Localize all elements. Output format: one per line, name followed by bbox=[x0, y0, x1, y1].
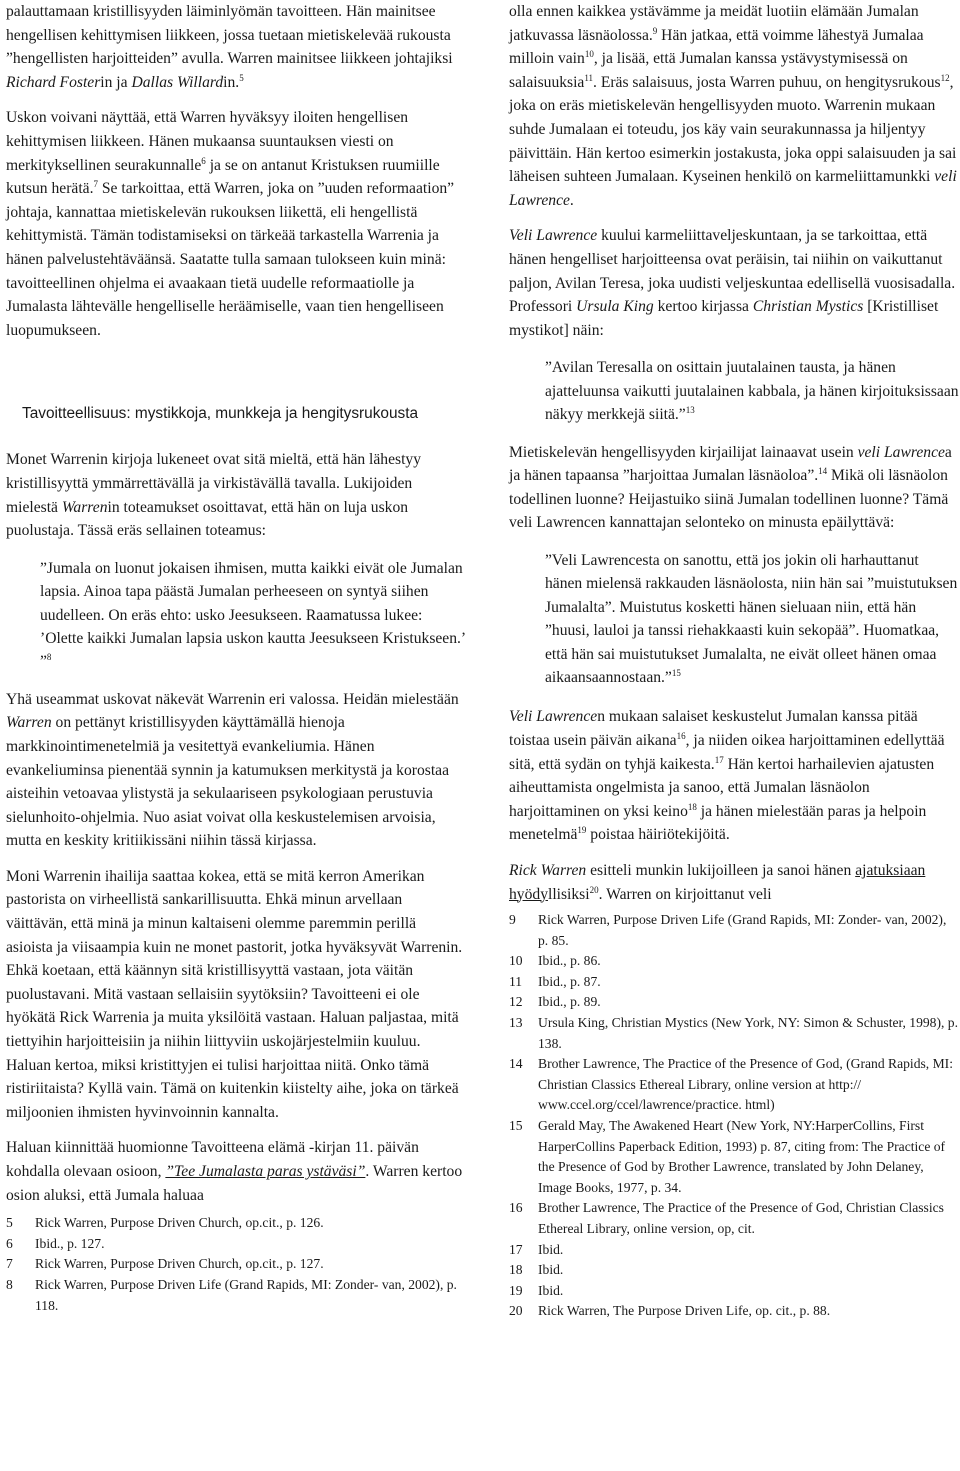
paragraph: olla ennen kaikkea ystävämme ja meidät luotiin elämään Jumalan jatkuvassa läsnäolossa.$^9$ Hän jatkaa, että voimme lähestyä Jumalaa milloin vain$^{10}$, ja lisää, että Jumalan kanssa ystävystymisessä on salaisuuksia$^{11}$. Eräs salaisuus, josta Warren puhuu, on hengitysrukous$^{12}$, joka on eräs mietiskelevän hengellisyyden muoto. Warrenin mukaan suhde Jumalaan ei toteudu, jos käy vain seurakunnassa ja hiljentyy päivittäin. Hän kertoo esimerkin jostakusta, joka oppi salaisuuden ja sai läheisen suhteen Jumalaan. Kyseinen henkilö on karmeliittamunkki veli Lawrence. bbox=[509, 3, 957, 209]
block-quote: ”Veli Lawrencesta on sanottu, että jos jokin oli harhauttanut hänen mielensä rakkauden läsnäolosta, niin hän sai ”muistutuksen Jumalalta”. Muistutus kosketti hänen sieluaan niin, että hän ”huusi, lauloi ja tanssi riehakkaasti kuin sekopää”. Huomatkaa, että hän sai muistutukset Jumalalta, ne eivät olleet hänen omaa aikaansaannostaan.”$^{15}$ bbox=[545, 551, 958, 686]
footnote-item bbox=[509, 951, 959, 972]
footnote-number: 13 bbox=[509, 1015, 523, 1031]
footnote-text: Rick Warren, Purpose Driven Life (Grand Rapids, MI: Zonder- van, 2002), p. 118. bbox=[35, 1276, 457, 1313]
footnote-text: Ibid., p. 86. bbox=[538, 953, 601, 969]
footnote-number: 18 bbox=[509, 1262, 523, 1278]
footnote-item bbox=[509, 1240, 959, 1261]
paragraph: Yhä useammat uskovat näkevät Warrenin eri valossa. Heidän mielestään Warren on pettänyt kristillisyyden käyttämällä hienoja markkinointimenetelmiä ja vesitettyä evankeliumia. Hänen evankeliuminsa pienentää synnin ja katumuksen merkitystä ja korostaa aisteihin vetoavaa ylistystä ja sekulaariseen psykologiaan perustuvia sielunhoito-ohjelmia. Nuo asiat voivat olla keskustelemisen arvoisia, mutta en keskity kritiikissäni niihin tässä kirjassa. bbox=[6, 690, 459, 850]
footnote-number: 19 bbox=[509, 1282, 523, 1298]
paragraph: Moni Warrenin ihailija saattaa kokea, että se mitä kerron Amerikan pastorista on virheellistä sankarillisuutta. Ehkä minun arvellaan väittävän, että minä ja minun kaltaiseni olemme paremmin perillä asioista ja viisaampia kuin ne monet pastorit, jotka hyväksyvät Warrenin. Ehkä koetaan, että käännyn sitä kristillisyyttä vastaan, jota väitän puolustavani. Mitä vastaan sellaisiin syytöksiin? Tavoitteeni ei ole hyökätä Rick Warrenia ja muita yksilöitä vastaan. Haluan paljastaa, mitä tiettyihin harjoitteisiin ja niihin liittyviin uskojärjestelmiin kuuluu. Haluan kertoa, miksi kristittyjen ei tulisi harjoittaa niitä. Onko tämä ristiriitaista? Kyllä vain. Tämä on kuitenkin kiistelty aihe, joka on tärkeä miljoonien ihmisten hyvinvoinnin kannalta. bbox=[6, 867, 463, 1121]
footnotes bbox=[509, 910, 959, 1322]
footnote-text: Ibid., p. 89. bbox=[538, 994, 601, 1010]
footnote-item bbox=[509, 910, 959, 951]
right-column bbox=[509, 0, 959, 1322]
footnote-number: 17 bbox=[509, 1241, 523, 1257]
footnote-item bbox=[509, 1198, 959, 1239]
footnote-item bbox=[509, 992, 959, 1013]
paragraph: Monet Warrenin kirjoja lukeneet ovat sitä mieltä, että hän lähestyy kristillisyyttä ymmärrettävällä ja virkistävällä tavalla. Lukijoiden mielestä Warrenin toteamukset osoittavat, että hän on luja uskon puolustaja. Tässä eräs sellainen toteamus: bbox=[6, 451, 422, 540]
footnote-item bbox=[6, 1254, 466, 1275]
paragraph: Rick Warren esitteli munkin lukijoilleen ja sanoi hänen ajatuksiaan hyödyllisiksi$^{20}$. Warren on kirjoittanut veli bbox=[509, 861, 926, 903]
footnote-number: 14 bbox=[509, 1056, 523, 1072]
footnote-text: Rick Warren, Purpose Driven Life (Grand Rapids, MI: Zonder- van, 2002), p. 85. bbox=[538, 912, 947, 948]
footnote-item bbox=[509, 1260, 959, 1281]
footnote-number: 5 bbox=[6, 1215, 13, 1231]
footnotes bbox=[6, 1213, 466, 1316]
paragraph: Haluan kiinnittää huomionne Tavoitteena elämä -kirjan 11. päivän kohdalla olevaan osioon, ”Tee Jumalasta paras ystäväsi”. Warren kertoo osion aluksi, että Jumala haluaa bbox=[6, 1139, 463, 1204]
footnote-text: Ibid., p. 87. bbox=[538, 973, 601, 989]
block-quote: ”Avilan Teresalla on osittain juutalainen tausta, ja hänen ajatteluunsa vaikutti juutalainen kabbala, ja hänen kirjoituksissaan näkyy merkkejä siitä.”$^{13}$ bbox=[545, 359, 959, 424]
footnote-number: 7 bbox=[6, 1256, 13, 1272]
footnote-number: 10 bbox=[509, 953, 523, 969]
footnote-item bbox=[509, 972, 959, 993]
section-heading: Tavoitteellisuus: mystikkoja, munkkeja ja hengitysrukousta bbox=[22, 405, 419, 423]
footnote-number: 15 bbox=[509, 1118, 523, 1134]
footnote-item bbox=[6, 1213, 466, 1234]
footnote-text: Ibid. bbox=[538, 1262, 564, 1278]
footnote-text: Rick Warren, Purpose Driven Church, op.cit., p. 126. bbox=[35, 1215, 324, 1231]
footnote-text: Brother Lawrence, The Practice of the Presence of God, Christian Classics Ethereal Library, online version, op, cit. bbox=[538, 1200, 944, 1236]
footnote-item bbox=[509, 1116, 959, 1198]
footnote-number: 9 bbox=[509, 912, 516, 928]
footnote-text: Brother Lawrence, The Practice of the Presence of God, (Grand Rapids, MI: Christian Classics Ethereal Library, online version at http:// www.ccel.org/ccel/lawrence/practice. html) bbox=[538, 1056, 953, 1113]
block-quote: ”Jumala on luonut jokaisen ihmisen, mutta kaikki eivät ole Jumalan lapsia. Ainoa tapa päästä Jumalan perheeseen on syntyä siihen uudelleen. On eräs ehto: usko Jeesukseen. Raamatussa lukee: ’Olette kaikki Jumalan lapsia uskon kautta Jeesukseen Kristukseen.’ ”$^8$ bbox=[40, 559, 465, 671]
paragraph: Uskon voivani näyttää, että Warren hyväksyy iloiten hengellisen kehittymisen liikkeen. Hänen mukaansa suuntauksen viesti on merkityksellinen seurakunnalle$^6$ ja se on antanut Kristuksen ruumiille kutsun herätä.$^7$ Se tarkoittaa, että Warren, joka on ”uuden reformaation” johtaja, kannattaa mietiskelevän rukouksen liikettä, eli hengellistä kehittymistä. Tämän todistamiseksi on tärkeää tarkastella Warrenia ja hänen palvelustehtäväänsä. Saatatte tulla samaan tulokseen kuin minä: tavoitteellinen ohjelma ei avaakaan tietä uudelle reformaatiolle ja Jumalasta lähtevälle hengelliselle heräämiselle, vaan tien hengelliseen luopumukseen. bbox=[6, 109, 455, 339]
footnote-item bbox=[509, 1054, 959, 1116]
footnote-number: 8 bbox=[6, 1276, 13, 1292]
footnote-item bbox=[509, 1281, 959, 1302]
footnote-text: Rick Warren, Purpose Driven Church, op.cit., p. 127. bbox=[35, 1256, 324, 1272]
paragraph: Veli Lawrencen mukaan salaiset keskustelut Jumalan kanssa pitää toistaa usein päivän aikana$^{16}$, ja niiden oikea harjoittaminen edellyttää sitä, että sydän on tyhjä kaikesta.$^{17}$ Hän kertoi harhailevien ajatusten aiheuttamista ongelmista ja sanoo, että Jumalan läsnäolon harjoittaminen on yksi keino$^{18}$ ja hänen mielestään paras ja helpoin menetelmä$^{19}$ poistaa häiriötekijöitä. bbox=[509, 708, 945, 844]
footnote-item bbox=[509, 1301, 959, 1322]
paragraph: Mietiskelevän hengellisyyden kirjailijat lainaavat usein veli Lawrencea ja hänen tapaansa ”harjoittaa Jumalan läsnäoloa”.$^{14}$ Mikä oli läsnäolon todellinen luonne? Heijastuiko siinä Jumalan todellinen luonne? Tämä veli Lawrencen kannattajan selonteko on minusta epäilyttävä: bbox=[509, 443, 952, 532]
footnote-item bbox=[509, 1013, 959, 1054]
footnote-number: 16 bbox=[509, 1200, 523, 1216]
paragraph: Veli Lawrence kuului karmeliittaveljeskuntaan, ja se tarkoittaa, että hänen hengelliset harjoitteensa ovat peräisin, tai niihin on vaikuttanut paljon, Avilan Teresa, joka uudisti veljeskuntaa edellisellä vuosisadalla. Professori Ursula King kertoo kirjassa Christian Mystics [Kristilliset mystikot] näin: bbox=[509, 227, 956, 339]
paragraph: palauttamaan kristillisyyden läiminlyömän tavoitteen. Hän mainitsee hengellisen kehittymisen liikkeen, jossa tuetaan mietiskelevää rukousta ”hengellisten harjoitteiden” avulla. Warren mainitsee liikkeen johtajiksi Richard Fosterin ja Dallas Willardin.$^5$ bbox=[6, 3, 453, 91]
left-column bbox=[6, 0, 466, 1316]
footnote-text: Gerald May, The Awakened Heart (New York, NY:HarperCollins, First HarperCollins Paperback Edition, 1993) p. 87, citing from: The Practice of the Presence of God by Brother Lawrence, translated by John Delaney, Image Books, 1977, p. 34. bbox=[538, 1118, 946, 1195]
footnote-number: 6 bbox=[6, 1235, 13, 1251]
footnote-number: 20 bbox=[509, 1303, 523, 1319]
footnote-number: 11 bbox=[509, 973, 523, 989]
footnote-text: Ibid. bbox=[538, 1282, 564, 1298]
footnote-text: Ursula King, Christian Mystics (New York, NY: Simon & Schuster, 1998), p. 138. bbox=[538, 1015, 958, 1051]
footnote-text: Ibid. bbox=[538, 1241, 564, 1257]
footnote-item bbox=[6, 1234, 466, 1255]
footnote-number: 12 bbox=[509, 994, 523, 1010]
footnote-item bbox=[6, 1275, 466, 1316]
footnote-text: Rick Warren, The Purpose Driven Life, op. cit., p. 88. bbox=[538, 1303, 831, 1319]
footnote-text: Ibid., p. 127. bbox=[35, 1235, 105, 1251]
